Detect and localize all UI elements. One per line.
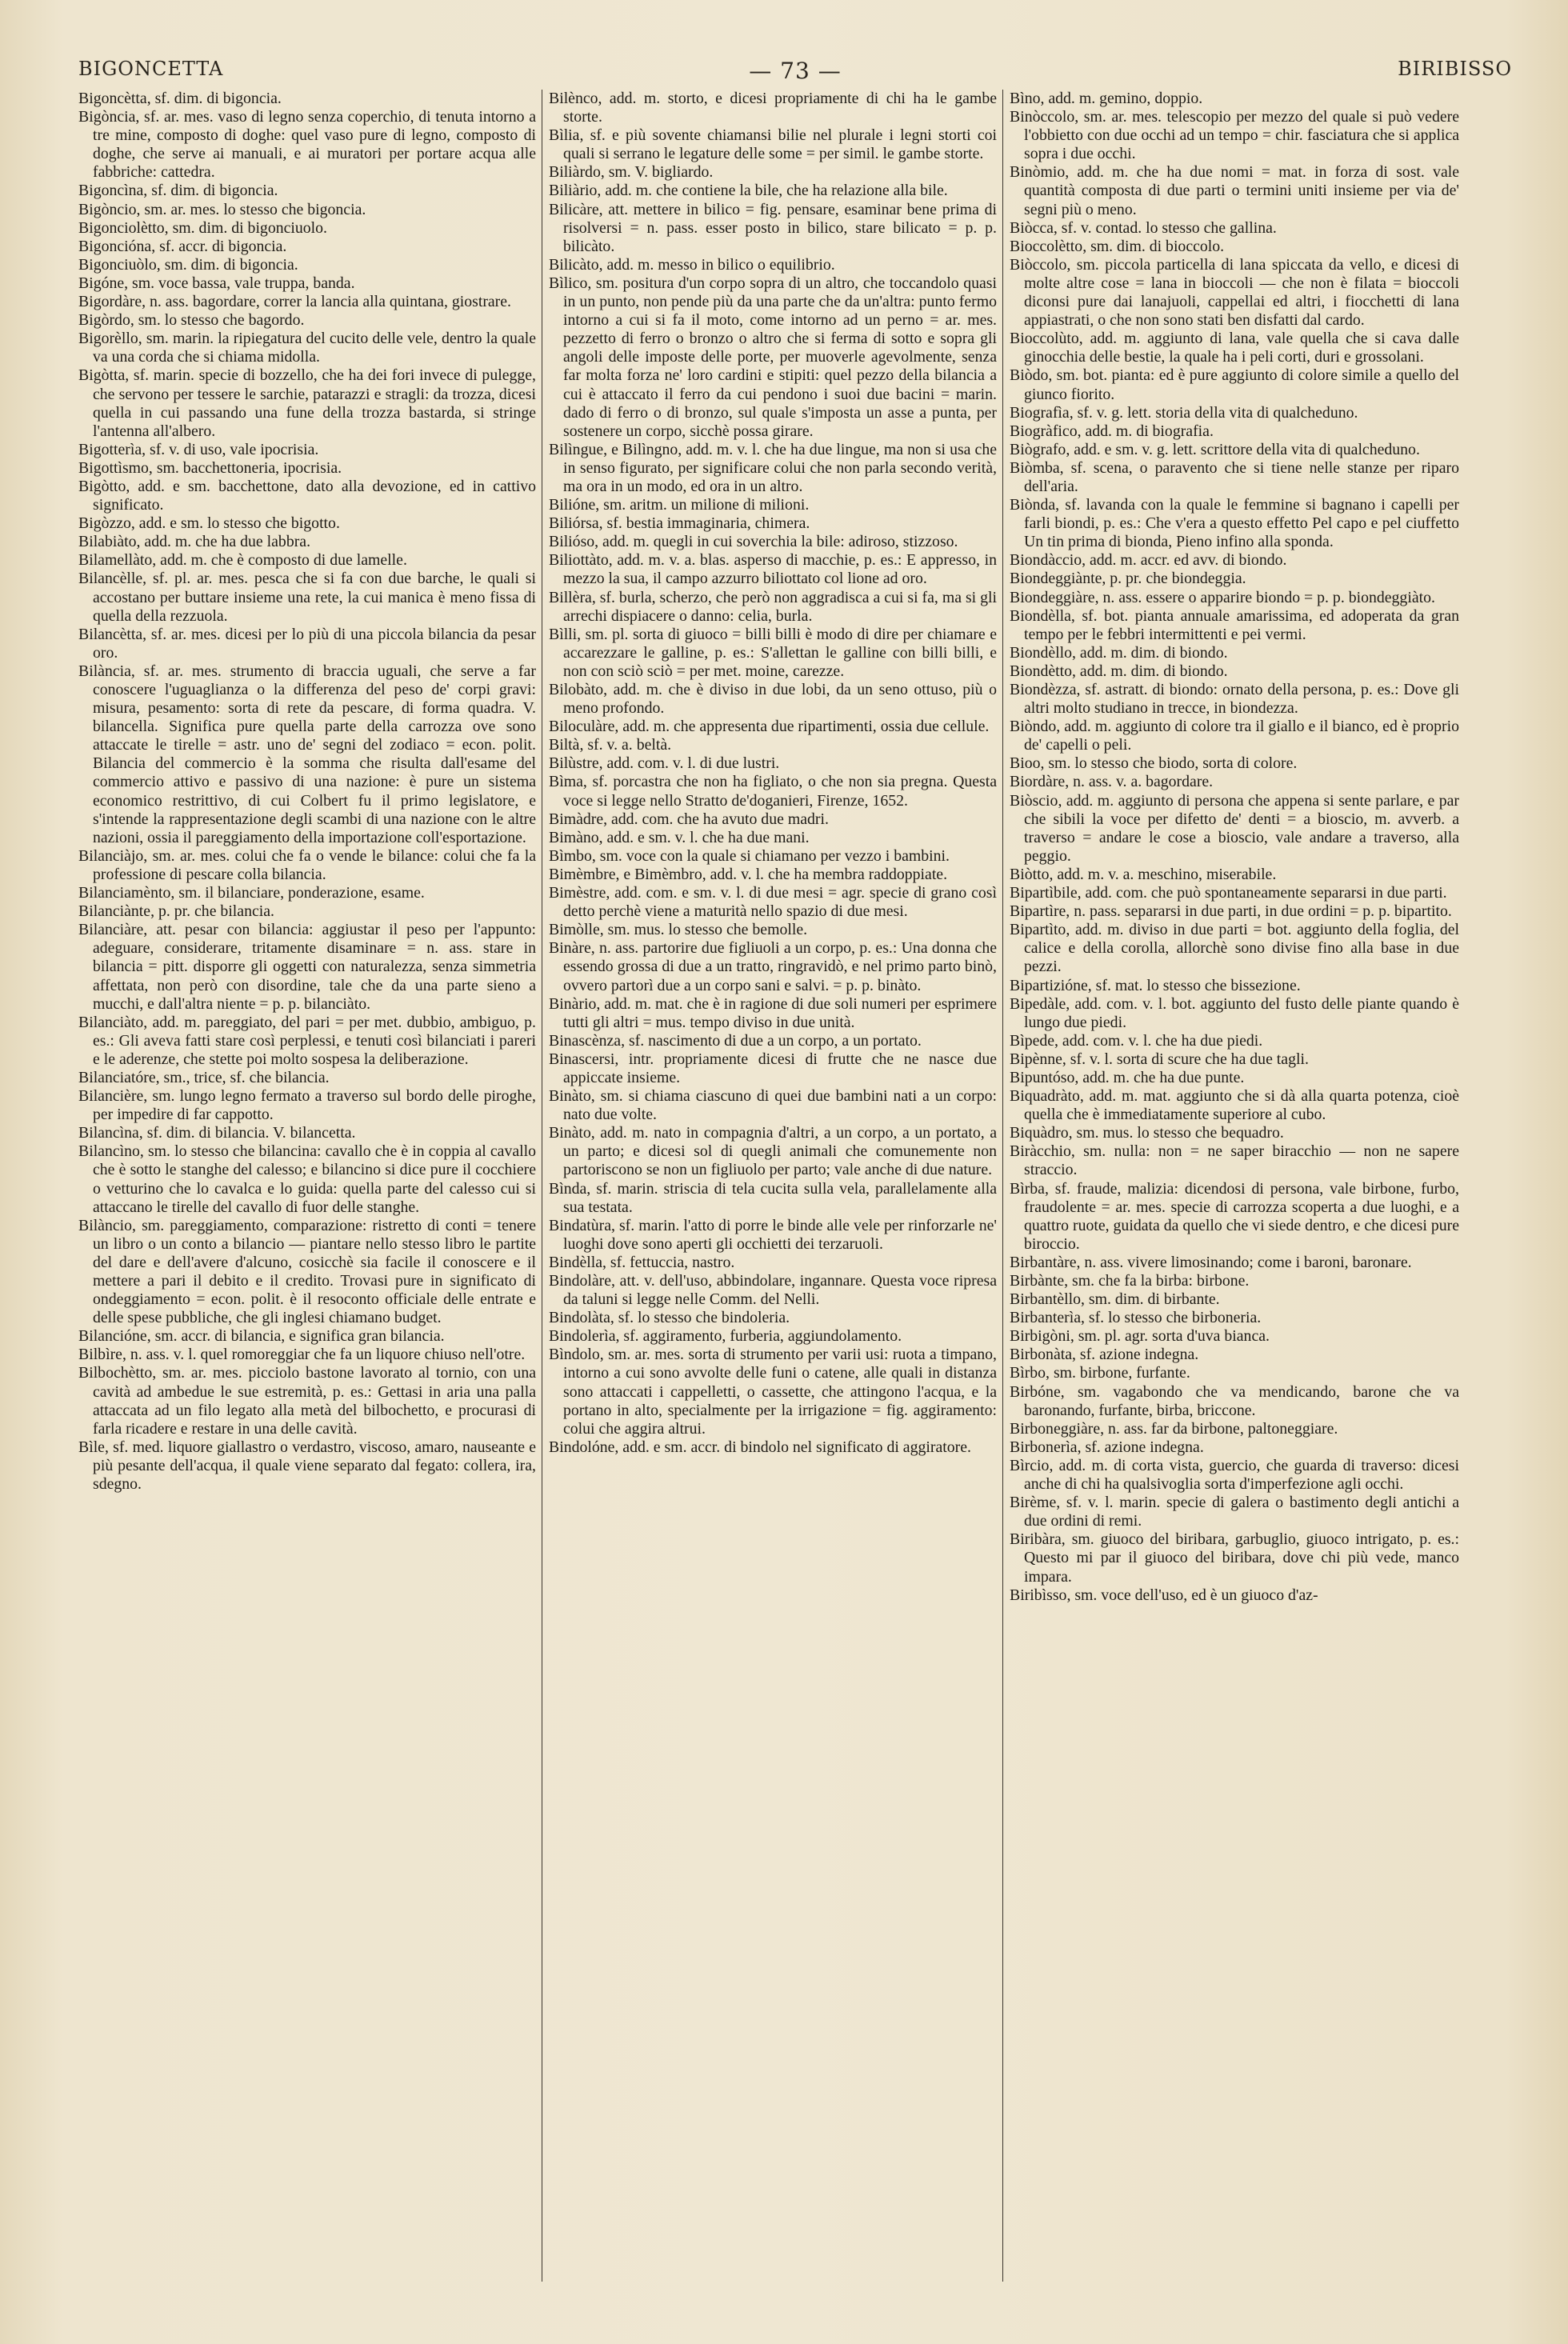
dictionary-entry: Bipènne, sf. v. l. sorta di scure che ha due tagli. — [1010, 1050, 1309, 1068]
dictionary-entry: Biòmba, sf. scena, o paravento che si tiene nelle stanze per riparo dell'aria. — [1010, 458, 1459, 495]
dictionary-entry: Bigonciuòlo, sm. dim. di bigoncia. — [78, 255, 298, 274]
dictionary-entry: Biondeggiàre, n. ass. essere o apparire biondo = p. p. biondeggiàto. — [1010, 588, 1435, 606]
dictionary-entry: Bilabiàto, add. m. che ha due labbra. — [78, 533, 311, 551]
dictionary-entry: Biribìsso, sm. voce dell'uso, ed è un giuoco d'az- — [1010, 1586, 1318, 1604]
dictionary-entry: Bilanciàjo, sm. ar. mes. colui che fa o vende le bilance: colui che fa la professione di pescare colla bilancia. — [78, 846, 536, 883]
dictionary-entry: Bindolerìa, sf. aggiramento, furberia, aggiundolamento. — [549, 1327, 902, 1346]
dictionary-entry: Bilanciàto, add. m. pareggiato, del pari = per met. dubbio, ambiguo, p. es.: Gli aveva fatti stare così perplessi, e tenuti così bilanciati i pareri e le aderenze, che stette poi molto sospesa la deliberazione. — [78, 1013, 536, 1068]
dictionary-entry: Birbóne, sm. vagabondo che va mendicando, barone che va baronando, furfante, birba, briccone. — [1010, 1382, 1459, 1419]
dictionary-entry: Bigòrdo, sm. lo stesso che bagordo. — [78, 311, 305, 330]
dictionary-entry: Bilancióne, sm. accr. di bilancia, e significa gran bilancia. — [78, 1327, 445, 1346]
dictionary-entry: Birbanterìa, sf. lo stesso che birboneria. — [1010, 1309, 1262, 1327]
running-header — [78, 58, 1512, 86]
dictionary-entry: Binascersi, intr. propriamente dicesi di frutte che ne nasce due appiccate insieme. — [549, 1050, 997, 1086]
dictionary-entry: Bindatùra, sf. marin. l'atto di porre le binde alle vele per rinforzarle ne' luoghi dove sono aperti gli occhietti dei terzaruoli. — [549, 1216, 997, 1253]
dictionary-entry: Bilanciànte, p. pr. che bilancia. — [78, 902, 274, 921]
dictionary-entry: Bilàncio, sm. pareggiamento, comparazione: ristretto di conti = tenere un libro o un conto a bilancio — piantare nello stesso libro le partite del dare e dell'avere d'alcuno, cosicchè sia facile il conoscere e il mettere a pari il debito e il credito. Trovasi pure in significato di ondeggiamento = econ. polit. è il resoconto officiale delle entrate e delle spese pubbliche, che gli inglesi chiamano budget. — [78, 1216, 536, 1327]
column-middle — [549, 90, 997, 2282]
dictionary-entry: Bioccolùto, add. m. aggiunto di lana, vale quella che si cava dalle ginocchia delle bestie, la quale ha i peli corti, duri e grossolani. — [1010, 330, 1459, 366]
dictionary-entry: Bipartìbile, add. com. che può spontaneamente separarsi in due parti. — [1010, 884, 1447, 902]
dictionary-entry: Bìnda, sf. marin. striscia di tela cucita sulla vela, parallelamente alla sua testata. — [549, 1179, 997, 1216]
dictionary-entry: Bipuntóso, add. m. che ha due punte. — [1010, 1068, 1245, 1086]
dictionary-entry: Bilancìna, sf. dim. di bilancia. V. bilancetta. — [78, 1124, 356, 1142]
header-right-guideword: BIRIBISSO — [1398, 58, 1512, 80]
dictionary-entry: Bilènco, add. m. storto, e dicesi propriamente di chi ha le gambe storte. — [549, 90, 997, 126]
dictionary-entry: Bìrba, sf. fraude, malizia: dicendosi di persona, vale birbone, furbo, fraudolente = ar. mes. specie di carrozza scoperta a due luoghi, e a quattro ruote, guidata da quello che vi siede dentro, e che dicesi pure biroccio. — [1010, 1179, 1459, 1253]
dictionary-entry: Birboneggiàre, n. ass. far da birbone, paltoneggiare. — [1010, 1419, 1338, 1438]
dictionary-entry: Biòtto, add. m. v. a. meschino, miserabile. — [1010, 865, 1277, 883]
dictionary-entry: Bìno, add. m. gemino, doppio. — [1010, 90, 1203, 107]
dictionary-entry: Binòccolo, sm. ar. mes. telescopio per mezzo del quale si può vedere l'obbietto con due occhi ad un tempo = chir. fasciatura che si applica sopra i due occhi. — [1010, 108, 1459, 163]
dictionary-entry: Bìma, sf. porcastra che non ha figliato, o che non sia pregna. Questa voce si legge nello Stratto de'doganieri, Firenze, 1652. — [549, 773, 997, 810]
dictionary-entry: Biquàdro, sm. mus. lo stesso che bequadro. — [1010, 1124, 1284, 1142]
dictionary-entry: Biòscio, add. m. aggiunto di persona che appena si sente parlare, e par che sibili la voce per difetto de' denti = a bioscio, m. avverb. a traverso = andare le cose a bioscio, vale andare a traverso, alla peggio. — [1010, 791, 1459, 865]
dictionary-entry: Bìrcio, add. m. di corta vista, guercio, che guarda di traverso: dicesi anche di chi ha qualsivoglia sorta d'imperfezione agli occhi. — [1010, 1456, 1459, 1494]
dictionary-entry: Biondèzza, sf. astratt. di biondo: ornato della persona, p. es.: Dove gli altri molto studiano in trecce, in biondezza. — [1010, 681, 1459, 718]
dictionary-entry: Biòccolo, sm. piccola particella di lana spiccata da vello, e dicesi di molte altre cose = lana in bioccoli — che non è filata = bioccoli diconsi pure dai lanajuoli, cappellai ed altri, i fiocchetti di lana appiastrati, o che non sono stati ben disfatti dal cardo. — [1010, 255, 1459, 330]
dictionary-entry: Bimèstre, add. com. e sm. v. l. di due mesi = agr. specie di grano così detto perchè viene a maturità nello spazio di due mesi. — [549, 884, 997, 921]
column-right — [1010, 90, 1459, 2282]
dictionary-entry: Binòmio, add. m. che ha due nomi = mat. in forza di sost. vale quantità composta di due parti o termini uniti insieme per via de' segni più o meno. — [1010, 163, 1459, 218]
dictionary-entry: Bioccolètto, sm. dim. di bioccolo. — [1010, 237, 1225, 255]
dictionary-entry: Bilanciamènto, sm. il bilanciare, ponderazione, esame. — [78, 884, 425, 902]
dictionary-entry: Bigonciolètto, sm. dim. di bigonciuolo. — [78, 218, 327, 237]
dictionary-entry: Birbonerìa, sf. azione indegna. — [1010, 1438, 1204, 1456]
dictionary-entry: Biòdo, sm. bot. pianta: ed è pure aggiunto di colore simile a quello del giunco fiorito. — [1010, 366, 1459, 403]
dictionary-entry: Binàre, n. ass. partorire due figliuoli a un corpo, p. es.: Una donna che essendo grossa di due a un tratto, ringravidò, e nel primo parto binò, ovvero partorì due a un corpo sani e salvi. = p. p. binàto. — [549, 939, 997, 994]
dictionary-entry: Bioo, sm. lo stesso che biodo, sorta di colore. — [1010, 754, 1298, 773]
dictionary-entry: Biondèlla, sf. bot. pianta annuale amarissima, ed adoperata da gran tempo per le febbri intermittenti e pei vermi. — [1010, 606, 1459, 643]
dictionary-entry: Bigotterìa, sf. v. di uso, vale ipocrisia. — [78, 440, 319, 458]
dictionary-entry: Bilància, sf. ar. mes. strumento di braccia uguali, che serve a far conoscere l'uguaglianza o la differenza del peso de' corpi gravi: misura, pesamento: sorta di rete da pescare, di forma quadra. V. bilancella. Significa pure quella parte della carrozza ove sono attaccate le tirelle = astr. uno de' segni del zodiaco = econ. polit. Bilancia del commercio è la somma che risulta dall'esame del commercio attivo e passivo di una nazione: è pure un sistema economico restrittivo, di cui Colbert fu il primo legislatore, e s'intende la rappresentazione degli scambi di una nazione con le altre nazioni, ossia il pareggiamento della importazione coll'esportazione. — [78, 662, 536, 846]
dictionary-entry: Birbantàre, n. ass. vivere limosinando; come i baroni, baronare. — [1010, 1253, 1412, 1271]
dictionary-entry: Bìndolo, sm. ar. mes. sorta di strumento per varii usi: ruota a timpano, intorno a cui sono avvolte delle funi o catene, alle quali in distanza sono attaccati i cappelletti, o cassette, che attingono l'acqua, e la portano in alto, specialmente per la irrigazione = fig. aggiramento: colui che aggira altrui. — [549, 1346, 997, 1438]
dictionary-entry: Bilanciàre, att. pesar con bilancia: aggiustar il peso per l'appunto: adeguare, considerare, tritamente disaminare = n. ass. stare in bilancia = pitt. disporre gli oggetti con naturalezza, senza simmetria affettata, non però con disordine, tale che da una parte sieno a mucchi, e dall'altra niente = p. p. bilanciàto. — [78, 921, 536, 1013]
dictionary-entry: Biondàccio, add. m. accr. ed avv. di biondo. — [1010, 551, 1287, 570]
dictionary-entry: Bipartizióne, sf. mat. lo stesso che bissezione. — [1010, 976, 1301, 994]
dictionary-entry: Biltà, sf. v. a. beltà. — [549, 736, 672, 754]
dictionary-entry: Bilobàto, add. m. che è diviso in due lobi, da un seno ottuso, più o meno profondo. — [549, 681, 997, 718]
dictionary-entry: Biloculàre, add. m. che appresenta due ripartimenti, ossia due cellule. — [549, 718, 990, 736]
dictionary-entry: Bilùstre, add. com. v. l. di due lustri. — [549, 754, 780, 773]
dictionary-entry: Bipartìto, add. m. diviso in due parti = bot. aggiunto della foglia, del calice e della corolla, allorchè sono divise fino alla base in due pezzi. — [1010, 921, 1459, 976]
dictionary-entry: Bigóne, sm. voce bassa, vale truppa, banda. — [78, 274, 355, 292]
dictionary-entry: Bigordàre, n. ass. bagordare, correr la lancia alla quintana, giostrare. — [78, 293, 511, 311]
dictionary-entry: Birbonàta, sf. azione indegna. — [1010, 1346, 1199, 1364]
dictionary-entry: Biliórsa, sf. bestia immaginaria, chimera. — [549, 514, 810, 533]
dictionary-entry: Bìlico, sm. positura d'un corpo sopra di un altro, che toccandolo quasi in un punto, non pende più da una parte che da un'altra: punto fermo intorno a cui si fa il moto, come intorno ad un perno = ar. mes. pezzetto di ferro o bronzo o altro che si ferma di sotto e sopra gli angoli delle imposte delle porte, per muoverle agevolmente, senza far molta forza ne' loro cardini e stipiti: quel pezzo della bilancia a cui è attaccato il ferro da cui pendono i suoi due bacini = marin. dado di ferro o di bronzo, sul quale s'imposta un asse a punta, per sostenere un corpo, sicchè possa girare. — [549, 274, 997, 440]
dictionary-entry: Biòcca, sf. v. contad. lo stesso che gallina. — [1010, 218, 1277, 237]
dictionary-entry: Binàto, add. m. nato in compagnia d'altri, a un corpo, a un portato, a un parto; e dicesi sol di quegli animali che comunemente non partoriscono se non un figliuolo per parto; vale anche di due nature. — [549, 1124, 997, 1179]
dictionary-entry: Bìle, sf. med. liquore giallastro o verdastro, viscoso, amaro, nauseante e più pesante dell'acqua, il quale viene separato dal fegato: collera, ira, sdegno. — [78, 1438, 536, 1494]
dictionary-entry: Bilbochètto, sm. ar. mes. picciolo bastone lavorato al tornio, con una cavità ad ambedue le sue estremità, p. es.: Gettasi in aria una palla attaccata ad un filo legato alla metà del bilbochetto, e procurasi di farla ricadere e restare in una delle cavità. — [78, 1364, 536, 1438]
dictionary-entry: Bilbìre, n. ass. v. l. quel romoreggiar che fa un liquore chiuso nell'otre. — [78, 1346, 526, 1364]
dictionary-entry: Bìpede, add. com. v. l. che ha due piedi. — [1010, 1031, 1263, 1050]
dictionary-entry: Birbantèllo, sm. dim. di birbante. — [1010, 1290, 1220, 1309]
dictionary-entry: Billèra, sf. burla, scherzo, che però non aggradisca a cui si fa, ma si gli arrechi dispiacere o danno: celia, burla. — [549, 588, 997, 625]
dictionary-entry: Bindolàre, att. v. dell'uso, abbindolare, ingannare. Questa voce ripresa da taluni si legge nelle Comm. del Nelli. — [549, 1272, 997, 1309]
dictionary-entry: Bigòncia, sf. ar. mes. vaso di legno senza coperchio, di tenuta intorno a tre mine, composto di doghe: quel vaso pure di legno, composto di doghe, che serve ai manuali, e ai muratori per portare acqua alle fabbriche: cattedra. — [78, 108, 536, 182]
dictionary-entry: Bindèlla, sf. fettuccia, nastro. — [549, 1253, 735, 1271]
dictionary-entry: Bilamellàto, add. m. che è composto di due lamelle. — [78, 551, 407, 570]
dictionary-entry: Biliàrdo, sm. V. bigliardo. — [549, 163, 714, 182]
dictionary-entry: Bigoncióna, sf. accr. di bigoncia. — [78, 237, 287, 255]
dictionary-entry: Binàrio, add. m. mat. che è in ragione di due soli numeri per esprimere tutti gli altri = mus. tempo diviso in due unità. — [549, 994, 997, 1031]
dictionary-entry: Bigòzzo, add. e sm. lo stesso che bigotto. — [78, 514, 340, 533]
dictionary-entry: Biònda, sf. lavanda con la quale le femmine si bagnano i capelli per farli biondi, p. es.: Che v'era a questo effetto Pel capo e pel ciuffetto Un tin prima di bionda, Pieno infino alla sponda. — [1010, 496, 1459, 551]
dictionary-entry: Bilióso, add. m. quegli in cui soverchia la bile: adiroso, stizzoso. — [549, 533, 958, 551]
dictionary-entry: Biòndo, add. m. aggiunto di colore tra il giallo e il bianco, ed è proprio de' capelli o peli. — [1010, 718, 1459, 754]
dictionary-entry: Bigòtta, sf. marin. specie di bozzello, che ha dei fori invece di pulegge, che servono per tessere le sarchie, patarazzi e stragli: da trozza, dicesi quella in cui passando una fune della trozza bastarda, si stringe l'antenna all'albero. — [78, 366, 536, 440]
column-divider-right — [1002, 90, 1003, 2282]
dictionary-entry: Binàto, sm. si chiama ciascuno di quei due bambini nati a un corpo: nato due volte. — [549, 1087, 997, 1124]
dictionary-entry: Bigòncio, sm. ar. mes. lo stesso che bigoncia. — [78, 200, 366, 218]
dictionary-entry: Binascènza, sf. nascimento di due a un corpo, a un portato. — [549, 1031, 922, 1050]
dictionary-entry: Bigottìsmo, sm. bacchettoneria, ipocrisia. — [78, 458, 342, 477]
dictionary-entry: Bigoncìna, sf. dim. di bigoncia. — [78, 182, 278, 200]
dictionary-entry: Birbànte, sm. che fa la birba: birbone. — [1010, 1272, 1250, 1290]
dictionary-entry: Biondètto, add. m. dim. di biondo. — [1010, 662, 1228, 680]
dictionary-entry: Bilancière, sm. lungo legno fermato a traverso sul bordo delle piroghe, per impedire di far cappotto. — [78, 1087, 536, 1124]
dictionary-entry: Bìlia, sf. e più sovente chiamansi bilie nel plurale i legni storti coi quali si serrano le legature delle some = per simil. le gambe storte. — [549, 126, 997, 163]
dictionary-entry: Bilancèlle, sf. pl. ar. mes. pesca che si fa con due barche, le quali si accostano per buttare insieme una rete, la cui manica è meno fissa di quella della rezzuola. — [78, 570, 536, 625]
dictionary-entry: Bimàno, add. e sm. v. l. che ha due mani. — [549, 828, 810, 846]
dictionary-entry: Biogràfico, add. m. di biografia. — [1010, 422, 1214, 440]
dictionary-entry: Bilanciatóre, sm., trice, sf. che bilancia. — [78, 1068, 330, 1086]
dictionary-entry: Bindolàta, sf. lo stesso che bindoleria. — [549, 1309, 790, 1327]
page-number: — 73 — — [749, 58, 842, 84]
dictionary-entry: Bigòtto, add. e sm. bacchettone, dato alla devozione, ed in cattivo significato. — [78, 477, 536, 514]
dictionary-entry: Bilancìno, sm. lo stesso che bilancina: cavallo che è in coppia al cavallo che è sotto le stanghe del calesso; e bilancino si dice pure il cocchiere o vetturino che lo cavalca e lo guida: quella parte del calesso cui si attaccano le tirelle del cavallo di fuor delle stanghe. — [78, 1142, 536, 1216]
dictionary-entry: Biràcchio, sm. nulla: non = ne saper biracchio — non ne sapere straccio. — [1010, 1142, 1459, 1179]
dictionary-entry: Bimàdre, add. com. che ha avuto due madri. — [549, 810, 829, 828]
dictionary-entry: Biondeggiànte, p. pr. che biondeggia. — [1010, 570, 1246, 588]
dictionary-entry: Biquadràto, add. m. mat. aggiunto che si dà alla quarta potenza, cioè quella che è immediatamente superiore al cubo. — [1010, 1087, 1459, 1124]
dictionary-entry: Biordàre, n. ass. v. a. bagordare. — [1010, 773, 1214, 791]
dictionary-entry: Bimèmbre, e Bimèmbro, add. v. l. che ha membra raddoppiate. — [549, 865, 948, 883]
dictionary-entry: Biografìa, sf. v. g. lett. storia della vita di qualcheduno. — [1010, 403, 1358, 422]
dictionary-entry: Biliottàto, add. m. v. a. blas. asperso di macchie, p. es.: E appresso, in mezzo la sua, il campo azzurro biliottato col lione ad oro. — [549, 551, 997, 588]
dictionary-entry: Bìrbo, sm. birbone, furfante. — [1010, 1364, 1190, 1382]
dictionary-entry: Bilancètta, sf. ar. mes. dicesi per lo più di una piccola bilancia da pesar oro. — [78, 625, 536, 662]
dictionary-entry: Bilicàre, att. mettere in bilico = fig. pensare, esaminar bene prima di risolversi = n. pass. esser posto in bilico, stare bilicato = p. p. bilicàto. — [549, 200, 997, 255]
dictionary-entry: Bimòlle, sm. mus. lo stesso che bemolle. — [549, 921, 808, 939]
dictionary-entry: Biribàra, sm. giuoco del biribara, garbuglio, giuoco intrigato, p. es.: Questo mi par il giuoco del biribara, dove chi più vede, manco impara. — [1010, 1530, 1459, 1586]
dictionary-entry: Bigorèllo, sm. marin. la ripiegatura del cucito delle vele, dentro la quale va una corda che si chiama midolla. — [78, 330, 536, 366]
dictionary-entry: Bipedàle, add. com. v. l. bot. aggiunto del fusto delle piante quando è lungo due piedi. — [1010, 994, 1459, 1031]
dictionary-entry: Birbigòni, sm. pl. agr. sorta d'uva bianca. — [1010, 1327, 1270, 1346]
dictionary-entry: Bìmbo, sm. voce con la quale si chiamano per vezzo i bambini. — [549, 846, 950, 865]
dictionary-entry: Biliàrio, add. m. che contiene la bile, che ha relazione alla bile. — [549, 182, 948, 200]
dictionary-entry: Bilicàto, add. m. messo in bilico o equilibrio. — [549, 255, 835, 274]
dictionary-entry: Bilióne, sm. aritm. un milione di milioni. — [549, 496, 810, 514]
header-left-guideword: BIGONCETTA — [78, 58, 224, 80]
dictionary-entry: Bilìngue, e Bilìngno, add. m. v. l. che ha due lingue, ma non si usa che in senso figurato, per significare colui che non parla secondo verità, ma ora in un modo, ed ora in un altro. — [549, 440, 997, 495]
dictionary-entry: Bipartìre, n. pass. separarsi in due parti, in due ordini = p. p. bipartito. — [1010, 902, 1452, 921]
dictionary-entry: Bindolóne, add. e sm. accr. di bindolo nel significato di aggiratore. — [549, 1438, 971, 1456]
dictionary-entry: Biògrafo, add. e sm. v. g. lett. scrittore della vita di qualcheduno. — [1010, 440, 1420, 458]
dictionary-entry: Birème, sf. v. l. marin. specie di galera o bastimento degli antichi a due ordini di remi. — [1010, 1494, 1459, 1530]
dictionary-entry: Biondèllo, add. m. dim. di biondo. — [1010, 643, 1228, 662]
column-left — [78, 90, 536, 2282]
dictionary-entry: Bigoncètta, sf. dim. di bigoncia. — [78, 90, 282, 107]
dictionary-entry: Bìlli, sm. pl. sorta di giuoco = billi billi è modo di dire per chiamare e accarezzare le galline, p. es.: S'allettan le galline con billi billi, e non con sciò sciò = per met. moine, carezze. — [549, 625, 997, 680]
